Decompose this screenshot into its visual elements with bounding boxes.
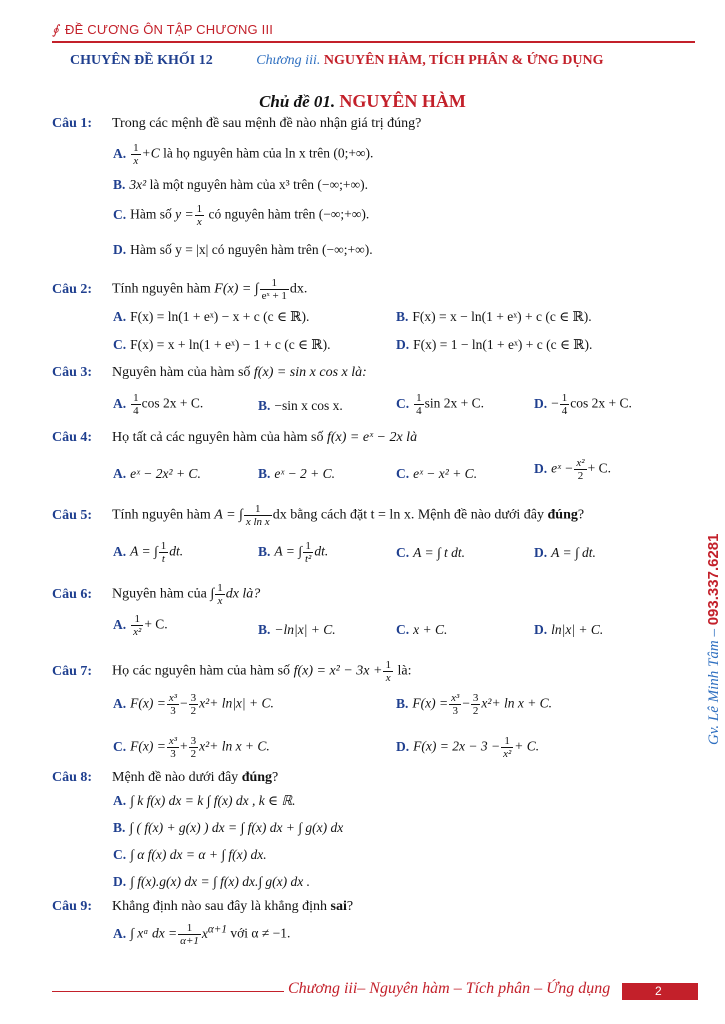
q8-option-c: C. ∫ α f(x) dx = α + ∫ f(x) dx. [113,847,267,862]
q6-option-b: B. −ln|x| + C. [258,622,336,637]
q4-option-c: C. eˣ − x² + C. [396,466,478,481]
q1-option-c: C. Hàm số y = $\frac{1}{x}$ có nguyên hàm trên (−∞;+∞). [113,203,370,228]
question-5: Câu 5: Tính nguyên hàm A = ∫ $\frac{1}{\text{x ln x}}$ dx bằng cách đặt t = ln x. Mệnh đề nào dưới đây đúng? [52,503,585,528]
q6-option-c: C. x + C. [396,622,448,637]
q2-option-b: B. F(x) = x − ln(1 + eˣ) + c (c ∈ ℝ). [396,309,592,324]
q4-option-d: D. eˣ − $\frac{\text{x²}}{2}$ + C. [534,457,611,482]
q1-option-a: A. $\frac{1}{x}$ +C là họ nguyên hàm của ln x trên (0;+∞). [113,142,374,167]
q7-option-a: A. F(x) = $\frac{\text{x³}}{3}$ − $\frac{3}{2}$ x²+ ln|x| + C. [113,692,274,717]
q8-option-d: D. ∫ f(x).g(x) dx = ∫ f(x) dx.∫ g(x) dx . [113,874,310,889]
question-9: Câu 9: Khẳng định nào sau đây là khẳng định sai? [52,899,354,914]
q2-option-c: C. F(x) = x + ln(1 + eˣ) − 1 + c (c ∈ ℝ). [113,337,331,352]
header-top: ∮ ĐỀ CƯƠNG ÔN TẬP CHƯƠNG III [52,22,274,37]
integral-icon: ∮ [52,22,59,37]
q5-option-d: D. A = ∫ dt. [534,545,596,560]
q3-option-c: C. $\frac{1}{4}$ sin 2x + C. [396,392,484,417]
page-title: Chủ đề 01. NGUYÊN HÀM [259,91,466,111]
question-6: Câu 6: Nguyên hàm của ∫ $\frac{1}{x}$ dx là? [52,582,261,607]
q5-option-b: B. A = ∫ $\frac{1}{\text{t²}}$ dt. [258,540,329,565]
q2-option-d: D. F(x) = 1 − ln(1 + eˣ) + c (c ∈ ℝ). [396,337,593,352]
q3-option-d: D. − $\frac{1}{4}$ cos 2x + C. [534,392,632,417]
footer-divider [52,991,284,992]
author-side-text: Gv. Lê Minh Tâm – 093.337.6281 [705,533,722,745]
q1-option-b: B. 3x² là một nguyên hàm của x³ trên (−∞;+∞). [113,177,369,192]
header-divider [52,41,695,43]
question-1: Câu 1: Trong các mệnh đề sau mệnh đề nào nhận giá trị đúng? [52,116,422,131]
q7-option-b: B. F(x) = $\frac{\text{x³}}{3}$ − $\frac{3}{2}$ x²+ ln x + C. [396,692,553,717]
q3-option-b: B. −sin x cos x. [258,398,343,413]
q9-option-a: A. ∫ xᵅ dx = $\frac{1}{\alpha+1}$ $x^{\alpha+1}$ với α ≠ −1. [113,922,291,947]
question-4: Câu 4: Họ tất cả các nguyên hàm của hàm số f(x) = eˣ − 2x là [52,430,418,445]
page-number: 2 [655,984,662,998]
q7-option-c: C. F(x) = $\frac{\text{x³}}{3}$ + $\frac{3}{2}$ x²+ ln x + C. [113,735,270,760]
question-8: Câu 8: Mệnh đề nào dưới đây đúng? [52,770,279,785]
header-subtitle: CHUYÊN ĐỀ KHỐI 12 Chương iii. NGUYÊN HÀM, TÍCH PHÂN & ỨNG DỤNG [70,53,604,68]
q4-option-a: A. eˣ − 2x² + C. [113,466,201,481]
q1-option-d: D. Hàm số y = |x| có nguyên hàm trên (−∞;+∞). [113,242,373,257]
q6-option-a: A. $\frac{1}{\text{x²}}$ + C. [113,613,168,638]
q7-option-d: D. F(x) = 2x − 3 − $\frac{1}{\text{x²}}$ + C. [396,735,540,760]
q3-option-a: A. $\frac{1}{4}$ cos 2x + C. [113,392,204,417]
question-7: Câu 7: Họ các nguyên hàm của hàm số f(x) = x² − 3x + $\frac{1}{x}$ là: [52,659,412,684]
question-2: Câu 2: Tính nguyên hàm F(x) = ∫ $\frac{1}{\text{eˣ + 1}}$ dx. [52,277,308,302]
question-3: Câu 3: Nguyên hàm của hàm số f(x) = sin x cos x là: [52,365,367,380]
q2-option-a: A. F(x) = ln(1 + eˣ) − x + c (c ∈ ℝ). [113,309,310,324]
q5-option-c: C. A = ∫ t dt. [396,545,466,560]
q8-option-a: A. ∫ k f(x) dx = k ∫ f(x) dx , k ∈ ℝ. [113,793,296,808]
q4-option-b: B. eˣ − 2 + C. [258,466,336,481]
q8-option-b: B. ∫ ( f(x) + g(x) ) dx = ∫ f(x) dx + ∫ g(x) dx [113,820,344,835]
q6-option-d: D. ln|x| + C. [534,622,604,637]
footer-text: Chương iii– Nguyên hàm – Tích phân – Ứng dụng [288,980,611,997]
q5-option-a: A. A = ∫ $\frac{1}{t}$ dt. [113,540,184,565]
